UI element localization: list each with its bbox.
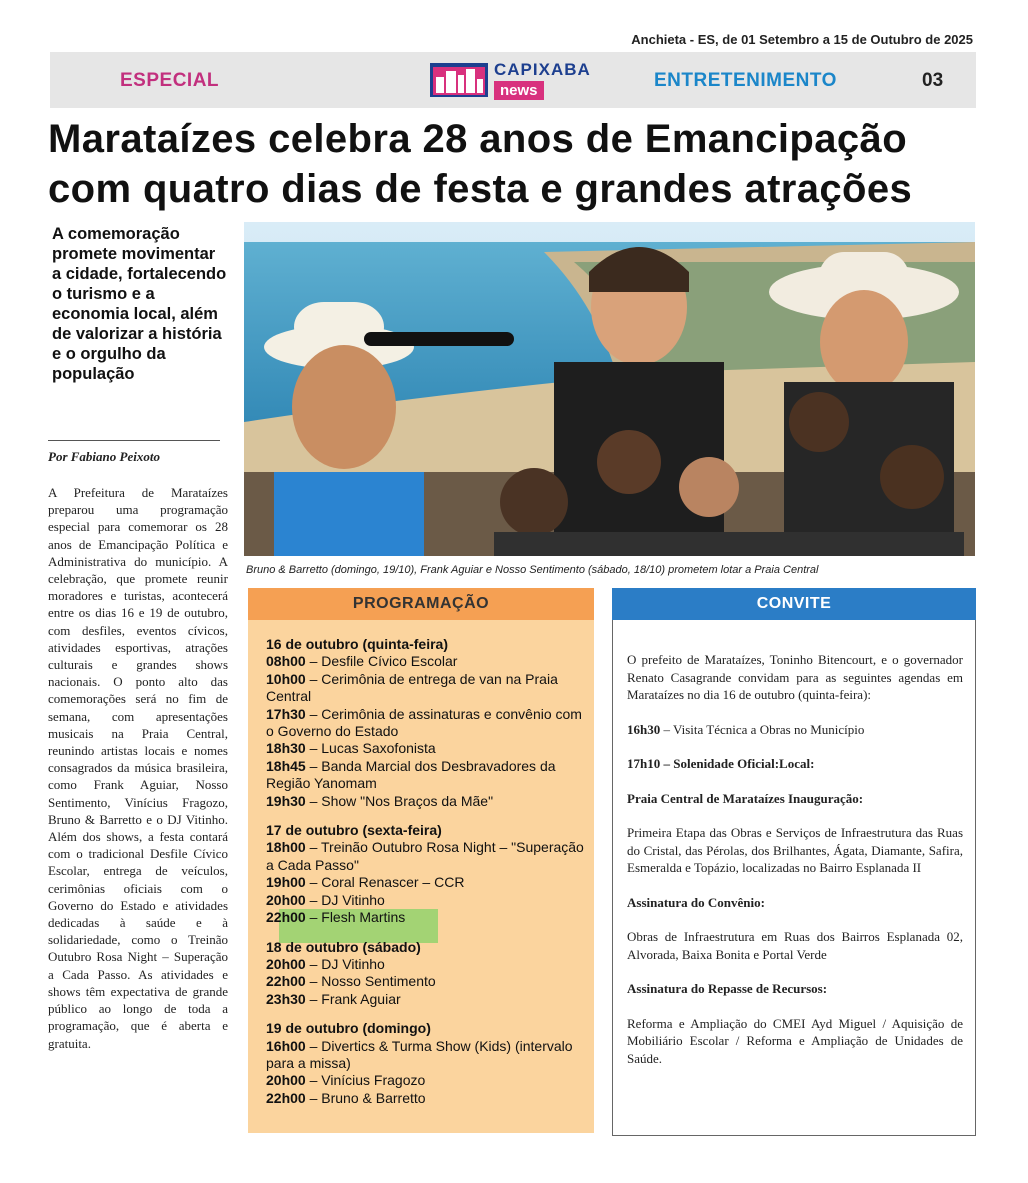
convite-content	[627, 651, 963, 1084]
headline-line-1: Marataízes celebra 28 anos de Emancipação	[48, 117, 908, 161]
photo-illustration	[244, 222, 975, 556]
headline-line-2: com quatro dias de festa e grandes atrações	[48, 167, 913, 211]
schedule-item: 18h30 – Lucas Saxofonista	[266, 740, 436, 757]
logo-subtitle: news	[494, 81, 544, 100]
schedule-item: 18h45 – Banda Marcial dos Desbravadores da Região Yanomam	[266, 757, 556, 792]
photo-caption: Bruno & Barretto (domingo, 19/10), Frank Aguiar e Nosso Sentimento (sábado, 18/10) prometem lotar a Praia Central	[246, 564, 819, 576]
convite-intro: O prefeito de Marataízes, Toninho Bitencourt, e o governador Renato Casagrande convidam para as seguintes agendas em Marataízes no dia 16 de outubro (quinta-feira):	[627, 652, 963, 702]
byline: Por Fabiano Peixoto	[48, 449, 160, 464]
schedule-item: 23h30 – Frank Aguiar	[266, 990, 401, 1007]
day-heading: 19 de outubro (domingo)	[266, 1020, 431, 1037]
repasse-title: Assinatura do Repasse de Recursos:	[627, 981, 828, 996]
masthead	[50, 52, 976, 108]
agenda-place-text: Primeira Etapa das Obras e Serviços de Infraestrutura das Ruas do Cristal, das Pérolas, dos Brilhantes, Ágata, Diamante, Safira, Esmeralda e Topázio, localizadas no Bairro Esplanada II	[627, 825, 963, 875]
schedule-item: 19h00 – Coral Renascer – CCR	[266, 874, 465, 891]
programacao-header: PROGRAMAÇÃO	[248, 588, 594, 620]
schedule-item: 22h00 – Nosso Sentimento	[266, 973, 436, 990]
convite-header: CONVITE	[612, 588, 976, 620]
convenio-text: Obras de Infraestrutura em Ruas dos Bairros Esplanada 02, Alvorada, Baixa Bonita e Portal Verde	[627, 929, 963, 962]
agenda-item: 16h30 – Visita Técnica a Obras no Município	[627, 721, 865, 737]
dateline: Anchieta - ES, de 01 Setembro a 15 de Outubro de 2025	[631, 32, 973, 47]
programacao-list	[266, 636, 591, 1107]
section-label-especial: ESPECIAL	[120, 70, 220, 91]
schedule-item: 19h30 – Show "Nos Braços da Mãe"	[266, 792, 494, 809]
lead-paragraph: A comemoração promete movimentar a cidade, fortalecendo o turismo e a economia local, além de valorizar a história e o orgulho da população	[52, 225, 227, 383]
capixaba-news-logo	[430, 57, 600, 103]
schedule-item: 18h00 – Treinão Outubro Rosa Night – "Superação a Cada Passo"	[266, 839, 584, 873]
agenda-place: Praia Central de Marataízes Inauguração:	[627, 790, 864, 806]
artists-photo	[244, 222, 975, 556]
agenda-item: 17h10 – Solenidade Oficial:Local:	[627, 756, 815, 771]
schedule-item: 20h00 – Vinícius Fragozo	[266, 1072, 426, 1089]
schedule-item: 20h00 – DJ Vitinho	[266, 955, 385, 972]
schedule-item: 20h00 – DJ Vitinho	[266, 891, 385, 908]
page-number: 03	[922, 70, 944, 91]
schedule-item: 22h00 – Flesh Martins	[266, 909, 406, 926]
section-label-entretenimento: ENTRETENIMENTO	[654, 70, 837, 91]
schedule-item: 22h00 – Bruno & Barretto	[266, 1089, 426, 1106]
schedule-item: 08h00 – Desfile Cívico Escolar	[266, 653, 458, 670]
convenio-title: Assinatura do Convênio:	[627, 894, 765, 910]
schedule-item: 17h30 – Cerimônia de assinaturas e convênio com o Governo do Estado	[266, 705, 582, 740]
logo-icon	[430, 61, 494, 99]
day-heading: 16 de outubro (quinta-feira)	[266, 636, 448, 652]
schedule-item: 10h00 – Cerimônia de entrega de van na Praia Central	[266, 670, 558, 705]
day-heading: 18 de outubro (sábado)	[266, 938, 421, 955]
article-body: A Prefeitura de Marataízes preparou uma programação especial para comemorar os 28 anos de Emancipação Política e Administrativa do município. A celebração, que promete reunir moradores e turistas, acontecerá entre os dias 16 e 19 de outubro, com desfiles, eventos cívicos, atividades esportivas, atrações culturais e grandes shows nacionais. O ponto alto das comemorações será no fim de semana, com apresentações musicais na Praia Central, reunindo artistas locais e nomes consagrados da música brasileira, como Frank Aguiar, Nosso Sentimento, Vinícius Fragozo, Bruno & Barretto e o DJ Vitinho. Além dos shows, a festa contará com o tradicional Desfile Cívico Escolar, entrega de veículos, cerimônias oficiais com o Governo do Estado e atividades dedicadas à saúde e à solidariedade, como o Treinão Outubro Rosa Night – Superação a Cada Passo. As atividades e shows têm expectativa de grande público ao longo de toda a programação, que é aberta e gratuita.	[48, 485, 228, 1051]
logo-title: CAPIXABA	[494, 60, 591, 79]
divider	[48, 440, 220, 441]
schedule-item: 16h00 – Divertics & Turma Show (Kids) (intervalo para a missa)	[266, 1037, 573, 1071]
day-heading: 17 de outubro (sexta-feira)	[266, 822, 442, 839]
repasse-text: Reforma e Ampliação do CMEI Ayd Miguel / Aquisição de Mobiliário Escolar / Reforma e Ampliação de Unidades de Saúde.	[627, 1015, 963, 1066]
headline	[48, 114, 978, 214]
